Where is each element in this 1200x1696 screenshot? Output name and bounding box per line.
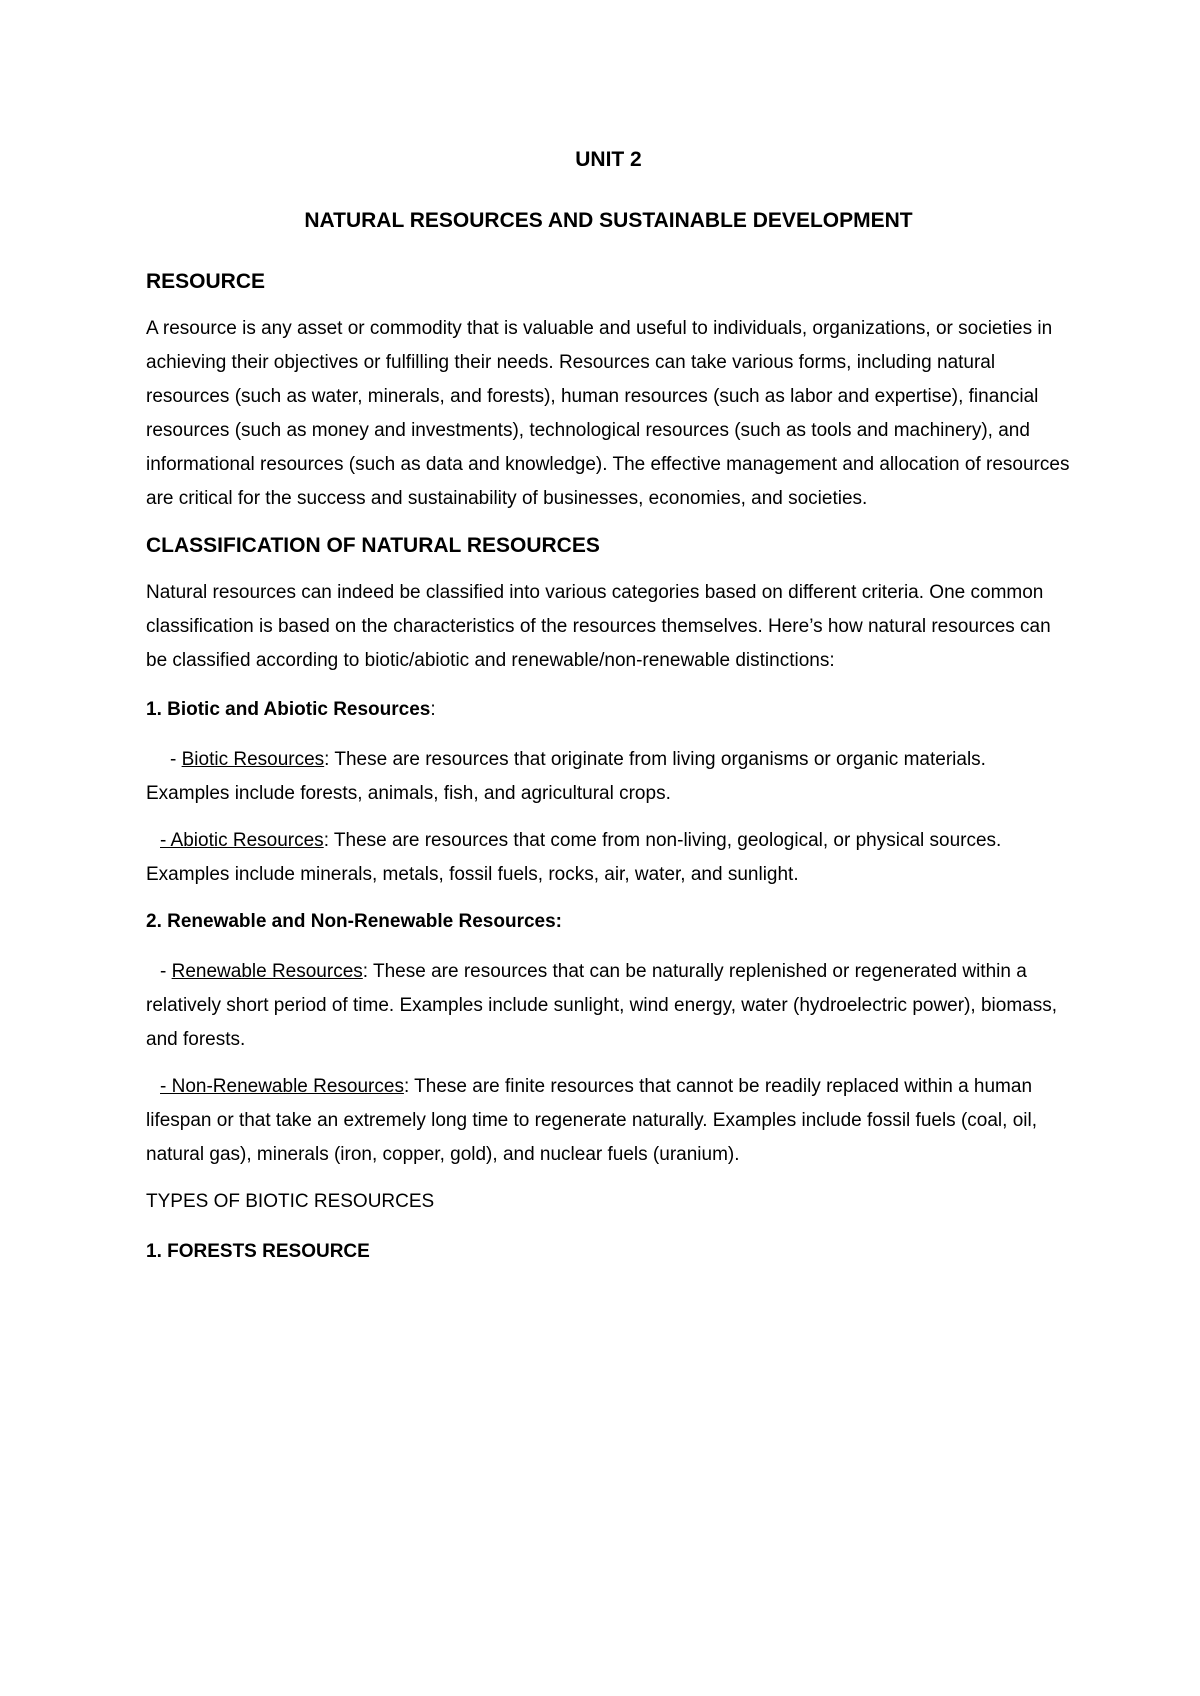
document-page <box>146 145 1071 1269</box>
resource-paragraph: A resource is any asset or commodity that is valuable and useful to individuals, organizations, or societies in achieving their objectives or fulfilling their needs. Resources can take various forms, including natural resources (such as water, minerals, and forests), human resources (such as labor and expertise), financial resources (such as money and investments), technological resources (such as tools and machinery), and informational resources (such as data and knowledge). The effective management and allocation of resources are critical for the success and sustainability of businesses, economies, and societies. <box>146 318 1070 509</box>
biotic-text: : These are resources that originate from living organisms or organic materials. Examples include forests, animals, fish, and agricultural crops. <box>146 749 986 804</box>
renewable-prefix: - <box>160 961 172 982</box>
classification-heading: CLASSIFICATION OF NATURAL RESOURCES <box>146 534 600 557</box>
nonrenewable-definition <box>146 1070 1071 1172</box>
biotic-definition <box>146 743 1071 811</box>
classification-intro: Natural resources can indeed be classified into various categories based on different criteria. One common classification is based on the characteristics of the resources themselves. Here’s how natural resources can be classified according to biotic/abiotic and renewable/non-renewable distinctions: <box>146 582 1051 671</box>
abiotic-text: : These are resources that come from non-living, geological, or physical sources. Examples include minerals, metals, fossil fuels, rocks, air, water, and sunlight. <box>146 830 1002 885</box>
document-title: NATURAL RESOURCES AND SUSTAINABLE DEVELOPMENT <box>304 209 913 232</box>
unit-title: UNIT 2 <box>575 148 642 171</box>
abiotic-definition <box>146 824 1071 892</box>
renewable-definition <box>146 955 1071 1057</box>
nonrenewable-term: - Non-Renewable Resources <box>160 1076 404 1097</box>
forests-heading: 1. FORESTS RESOURCE <box>146 1241 370 1262</box>
biotic-abiotic-heading-colon: : <box>430 699 436 720</box>
renewable-text: : These are resources that can be naturally replenished or regenerated within a relatively short period of time. Examples include sunlight, wind energy, water (hydroelectric power), biomass, and forests. <box>146 961 1057 1050</box>
resource-heading: RESOURCE <box>146 270 266 293</box>
renewable-term: Renewable Resources <box>171 961 363 982</box>
biotic-term: Biotic Resources <box>181 749 325 770</box>
nonrenewable-text: : These are finite resources that cannot be readily replaced within a human lifespan or that take an extremely long time to regenerate naturally. Examples include fossil fuels (coal, oil, natural gas), minerals (iron, copper, gold), and nuclear fuels (uranium). <box>146 1076 1037 1165</box>
types-heading: TYPES OF BIOTIC RESOURCES <box>146 1191 435 1212</box>
abiotic-term: - Abiotic Resources <box>160 830 324 851</box>
biotic-prefix: - <box>170 749 182 770</box>
biotic-abiotic-heading <box>146 693 1071 727</box>
biotic-abiotic-heading-text: 1. Biotic and Abiotic Resources <box>146 699 431 720</box>
renewable-heading: 2. Renewable and Non-Renewable Resources: <box>146 911 563 932</box>
